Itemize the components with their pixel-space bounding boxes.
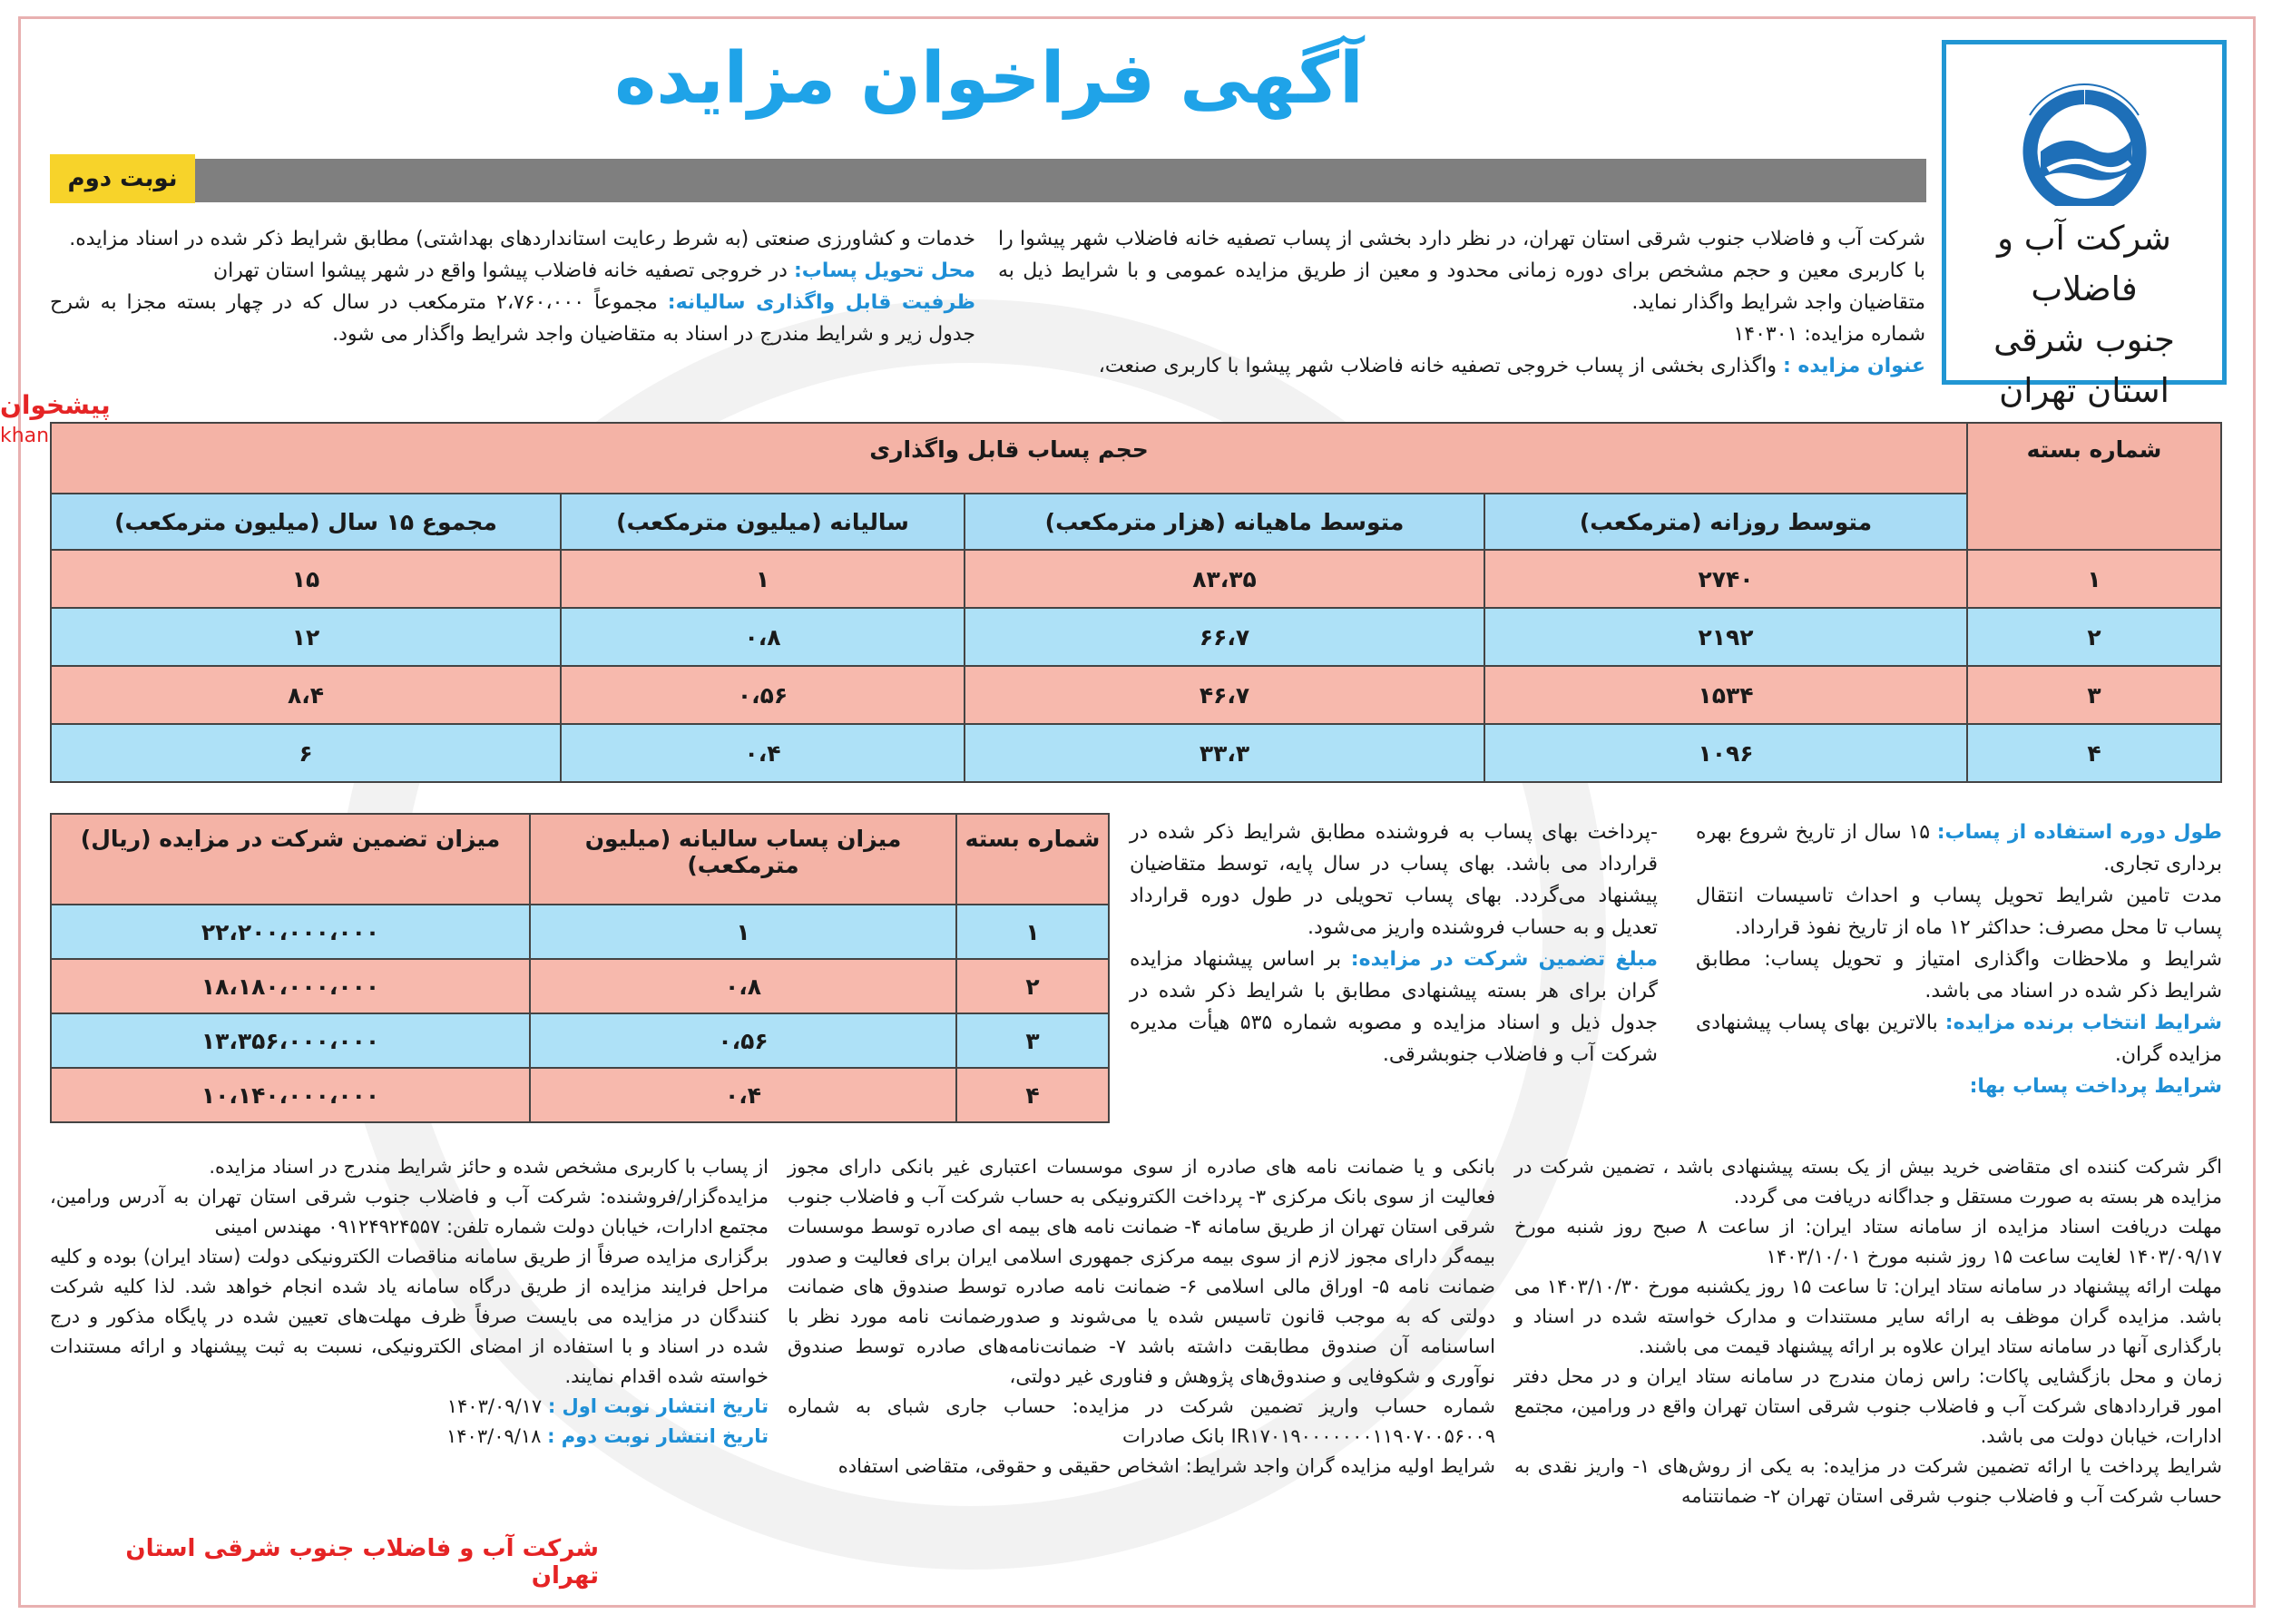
organizer-info: مزایده‌گزار/فروشنده: شرکت آب و فاضلاب جنوب شرقی استان تهران به آدرس ورامین، مجتمع ادارات، خیابان دولت شماره تلفن: ۰۹۱۲۴۹۲۴۵۵۷ مهندس امینی bbox=[50, 1186, 769, 1238]
cell-monthly: ۳۳،۳ bbox=[965, 724, 1484, 782]
table-row bbox=[51, 724, 2221, 782]
intro2-block bbox=[50, 223, 975, 350]
cell-pkg: ۴ bbox=[956, 1068, 1109, 1122]
duration bbox=[1696, 817, 2222, 880]
cell-pkg: ۴ bbox=[1967, 724, 2221, 782]
guarantee-methods-block bbox=[788, 1152, 1495, 1482]
col-total: مجموع ۱۵ سال (میلیون مترمکعب) bbox=[51, 494, 561, 550]
subject-label: عنوان مزایده : bbox=[1782, 355, 1925, 377]
first-pub-date: ۱۴۰۳/۰۹/۱۷ bbox=[446, 1395, 543, 1417]
cell-pkg: ۱ bbox=[956, 905, 1109, 959]
table-row bbox=[51, 608, 2221, 666]
pkg-header: شماره بسته bbox=[1967, 423, 2221, 550]
guarantee-label: مبلغ تضمین شرکت در مزایده: bbox=[1350, 948, 1659, 971]
col-daily: متوسط روزانه (مترمکعب) bbox=[1484, 494, 1967, 550]
table-header-row bbox=[51, 814, 1109, 905]
table-row bbox=[51, 1068, 1109, 1122]
first-publication bbox=[50, 1392, 769, 1422]
procedure-block bbox=[1514, 1152, 2222, 1511]
cell-pkg: ۳ bbox=[956, 1013, 1109, 1068]
cell-monthly: ۶۶،۷ bbox=[965, 608, 1484, 666]
cell-total: ۱۵ bbox=[51, 550, 561, 608]
volume-group-header: حجم پساب قابل واگذاری bbox=[51, 423, 1967, 494]
cell-amount: ۲۲،۲۰۰،۰۰۰،۰۰۰ bbox=[51, 905, 530, 959]
terms-block bbox=[1696, 817, 2222, 1102]
intro-text: شرکت آب و فاضلاب جنوب شرقی استان تهران، در نظر دارد بخشی از پساب تصفیه خانه فاضلاب شهر پیشوا را با کاربری معین و حجم مشخص برای دوره زمانی محدود و معین از طریق مزایده عمومی و با شرایط ذیل به متقاضیان واجد شرایط واگذار نماید. bbox=[998, 228, 1925, 314]
col-monthly: متوسط ماهیانه (هزار مترمکعب) bbox=[965, 494, 1484, 550]
auction-subject bbox=[998, 350, 1925, 382]
table-row bbox=[51, 905, 1109, 959]
logo-line2: جنوب شرقی bbox=[1993, 320, 2175, 359]
intro2-text: خدمات و کشاورزی صنعتی (به شرط رعایت استانداردهای بهداشتی) مطابق شرایط ذکر شده در اسناد مزایده. bbox=[69, 228, 975, 250]
col-annual-volume: میزان پساب سالیانه (میلیون مترمکعب) bbox=[530, 814, 956, 905]
first-pub-label: تاریخ انتشار نوبت اول : bbox=[547, 1395, 769, 1417]
payment-text: -پرداخت بهای پساب به فروشنده مطابق شرایط ذکر شده در قرارداد می باشد. بهای پساب در سال پایه، توسط متقاضیان پیشنهاد می‌گردد. بهای پساب تحویلی در طول دوره قرارداد تعدیل و به حساب فروشنده واریز می‌شود. bbox=[1130, 821, 1658, 939]
guarantee-text: بر اساس پیشنهاد مزایده گران برای هر بسته پیشنهادی مطابق با شرایط ذکر شده در جدول ذیل و اسناد مزایده و مصوبه شماره ۵۳۵ هیأت مدیره شرکت آب و فاضلاب جنوبشرقی. bbox=[1130, 948, 1658, 1066]
cell-amount: ۱۰،۱۴۰،۰۰۰،۰۰۰ bbox=[51, 1068, 530, 1122]
table-row bbox=[51, 550, 2221, 608]
duration-text: ۱۵ سال از تاریخ شروع بهره برداری تجاری. bbox=[1696, 821, 2222, 876]
cell-daily: ۱۵۳۴ bbox=[1484, 666, 1967, 724]
payment-label: شرایط پرداخت پساب بها: bbox=[1969, 1075, 2222, 1098]
capacity-label: ظرفیت قابل واگذاری سالیانه: bbox=[667, 291, 975, 314]
second-publication bbox=[50, 1422, 769, 1452]
cell-monthly: ۸۳،۳۵ bbox=[965, 550, 1484, 608]
cell-monthly: ۴۶،۷ bbox=[965, 666, 1484, 724]
cell-amount: ۱۸،۱۸۰،۰۰۰،۰۰۰ bbox=[51, 959, 530, 1013]
winner-criteria bbox=[1696, 1007, 2222, 1071]
header-band bbox=[50, 159, 1926, 202]
table-subheader-row bbox=[51, 494, 2221, 550]
guarantee-block bbox=[1130, 817, 1658, 1071]
cell-volume: ۰،۴ bbox=[530, 1068, 956, 1122]
duration-label: طول دوره استفاده از پساب: bbox=[1936, 821, 2222, 844]
col-annual: سالیانه (میلیون مترمکعب) bbox=[561, 494, 965, 550]
cell-total: ۱۲ bbox=[51, 608, 561, 666]
guarantee-methods: شرایط پرداخت یا ارائه تضمین شرکت در مزایده: به یکی از روش‌های ۱- واریز نقدی به حساب شرکت آب و فاضلاب جنوب شرقی استان تهران ۲- ضمانتنامه bbox=[1514, 1455, 2222, 1507]
intro-block bbox=[998, 223, 1925, 382]
electronic-procedure: برگزاری مزایده صرفاً از طریق سامانه مناقصات الکترونیکی دولت (ستاد ایران) بوده و کلیه مراحل فرایند مزایده از طریق درگاه سامانه یاد شده انجام خواهد شد. لذا کلیه شرکت کنندگان در مزایده می بایست صرفاً ظرف مهلت‌های تعیین شده در پایگاه مذکور و درج شده در اسناد و با استفاده از امضای الکترونیکی، نسبت به ثبت پیشنهاد و ارائه مستندات خواسته شده اقدام نمایند. bbox=[50, 1246, 769, 1387]
capacity-text: مجموعاً ۲،۷۶۰،۰۰۰ مترمکعب در سال که در چهار بسته مجزا به شرح جدول زیر و شرایط مندرج در اسناد به متقاضیان واجد شرایط واگذار می شود. bbox=[50, 291, 975, 346]
cell-annual: ۰،۵۶ bbox=[561, 666, 965, 724]
volume-table bbox=[50, 422, 2222, 783]
account-number: شماره حساب واریز تضمین شرکت در مزایده: حساب جاری شبای به شماره IR۱۷۰۱۹۰۰۰۰۰۰۰۱۱۹۰۷۰۰۵۶۰۰۹ بانک صادرات bbox=[788, 1395, 1495, 1447]
cell-pkg: ۲ bbox=[1967, 608, 2221, 666]
cell-volume: ۰،۵۶ bbox=[530, 1013, 956, 1068]
cell-daily: ۲۷۴۰ bbox=[1484, 550, 1967, 608]
cell-daily: ۱۰۹۶ bbox=[1484, 724, 1967, 782]
logo-line3: استان تهران bbox=[1999, 371, 2169, 410]
col-guarantee-amount: میزان تضمین شرکت در مزایده (ریال) bbox=[51, 814, 530, 905]
round-badge: نوبت دوم bbox=[50, 154, 195, 203]
guarantee-methods-cont: بانکی و یا ضمانت نامه های صادره از سوی موسسات اعتباری غیر بانکی دارای مجوز فعالیت از سوی بانک مرکزی ۳- پرداخت الکترونیکی به حساب شرکت آب و فاضلاب جنوب شرقی استان تهران از طریق سامانه ۴- ضمانت نامه های بیمه ای صادره توسط موسسات بیمه‌گر دارای مجوز لازم از سوی بیمه مرکزی جمهوری اسلامی ایران برای فعالیت و صدور ضمانت نامه ۵- اوراق مالی اسلامی ۶- ضمانت نامه صادره توسط صندوق های ضمانت دولتی که به موجب قانون تاسیس شده یا می‌شوند و صدورضمانت نامه مورد نظر با اساسنامه آن صندوق مطابقت داشته باشد ۷- ضمانت‌نامه‌های صادره توسط صندوق نوآوری و شکوفایی و صندوق‌های پژوهش و فناوری غیر دولتی، bbox=[788, 1156, 1495, 1387]
side-watermark-line2: khan.com bbox=[0, 425, 99, 447]
opening-time-place: زمان و محل بازگشایی پاکات: راس زمان مندرج در سامانه ستاد ایران و در محل دفتر امور قراردادهای شرکت آب و فاضلاب جنوب شرقی استان تهران واقع در ورامین، مجتمع ادارات، خیابان دولت می باشد. bbox=[1514, 1365, 2222, 1447]
company-logo-icon bbox=[1993, 61, 2175, 206]
col-pkg: شماره بسته bbox=[956, 814, 1109, 905]
multi-package-note: اگر شرکت کننده ای متقاضی خرید بیش از یک بسته پیشنهادی باشد ، تضمین شرکت در مزایده هر بسته به صورت مستقل و جداگانه دریافت می گردد. bbox=[1514, 1156, 2222, 1208]
cell-amount: ۱۳،۳۵۶،۰۰۰،۰۰۰ bbox=[51, 1013, 530, 1068]
cell-annual: ۰،۴ bbox=[561, 724, 965, 782]
document-deadline: مهلت دریافت اسناد مزایده از سامانه ستاد ایران: از ساعت ۸ صبح روز شنبه مورخ ۱۴۰۳/۰۹/۱۷ لغایت ساعت ۱۵ روز شنبه مورخ ۱۴۰۳/۱۰/۰۱ bbox=[1514, 1216, 2223, 1267]
cell-total: ۶ bbox=[51, 724, 561, 782]
delivery-label: محل تحویل پساب: bbox=[793, 259, 975, 282]
cell-daily: ۲۱۹۲ bbox=[1484, 608, 1967, 666]
cell-total: ۸،۴ bbox=[51, 666, 561, 724]
side-watermark-line1: پیشخوان bbox=[0, 390, 111, 420]
cell-volume: ۰،۸ bbox=[530, 959, 956, 1013]
auction-number: شماره مزایده: ۱۴۰۳۰۱ bbox=[1733, 323, 1925, 346]
logo-text bbox=[1946, 213, 2222, 416]
second-pub-label: تاریخ انتشار نوبت دوم : bbox=[547, 1425, 769, 1447]
eligibility-cont: از پساب با کاربری مشخص شده و حائز شرایط مندرج در اسناد مزایده. bbox=[209, 1156, 769, 1178]
subject-text: واگذاری بخشی از پساب خروجی تصفیه خانه فاضلاب شهر پیشوا با کاربری صنعت، bbox=[1098, 355, 1777, 377]
setup-period: مدت تامین شرایط تحویل پساب و احداث تاسیسات انتقال پساب تا محل مصرف: حداکثر ۱۲ ماه از تاریخ نفوذ قرارداد. bbox=[1696, 885, 2222, 939]
second-pub-date: ۱۴۰۳/۰۹/۱۸ bbox=[446, 1425, 542, 1447]
cell-pkg: ۳ bbox=[1967, 666, 2221, 724]
cell-pkg: ۲ bbox=[956, 959, 1109, 1013]
organizer-block bbox=[50, 1152, 769, 1452]
table-row bbox=[51, 959, 1109, 1013]
winner-text: بالاترین بهای پساب پیشنهادی مزایده گران. bbox=[1696, 1012, 2222, 1066]
eligibility: شرایط اولیه مزایده گران واجد شرایط: اشخاص حقیقی و حقوقی، متقاضی استفاده bbox=[837, 1455, 1495, 1477]
guarantee-table bbox=[50, 813, 1110, 1123]
delivery-place bbox=[50, 255, 975, 287]
cell-volume: ۱ bbox=[530, 905, 956, 959]
table-header-row bbox=[51, 423, 2221, 494]
delivery-text: در خروجی تصفیه خانه فاضلاب پیشوا واقع در شهر پیشوا استان تهران bbox=[213, 259, 788, 282]
cell-annual: ۱ bbox=[561, 550, 965, 608]
page-title: آگهی فراخوان مزایده bbox=[614, 38, 1364, 120]
logo-box bbox=[1942, 40, 2227, 410]
logo-line1: شرکت آب و فاضلاب bbox=[1997, 219, 2171, 308]
table-row bbox=[51, 1013, 1109, 1068]
cell-annual: ۰،۸ bbox=[561, 608, 965, 666]
table-row bbox=[51, 666, 2221, 724]
annual-capacity bbox=[50, 287, 975, 350]
guarantee bbox=[1130, 944, 1658, 1071]
signature: شرکت آب و فاضلاب جنوب شرقی استان تهران bbox=[125, 1535, 599, 1590]
winner-label: شرایط انتخاب برنده مزایده: bbox=[1944, 1012, 2222, 1034]
transfer-terms: شرایط و ملاحظات واگذاری امتیاز و تحویل پساب: مطابق شرایط ذکر شده در اسناد می باشد. bbox=[1696, 948, 2222, 1003]
cell-pkg: ۱ bbox=[1967, 550, 2221, 608]
submission-deadline: مهلت ارائه پیشنهاد در سامانه ستاد ایران: تا ساعت ۱۵ روز یکشنبه مورخ ۱۴۰۳/۱۰/۳۰ می باشد. مزایده گران موظف به ارائه سایر مستندات و مدارک خواسته شده در اسناد و بارگذاری آنها در سامانه ستاد ایران علاوه بر ارائه پیشنهاد قیمت می باشند. bbox=[1514, 1276, 2222, 1357]
